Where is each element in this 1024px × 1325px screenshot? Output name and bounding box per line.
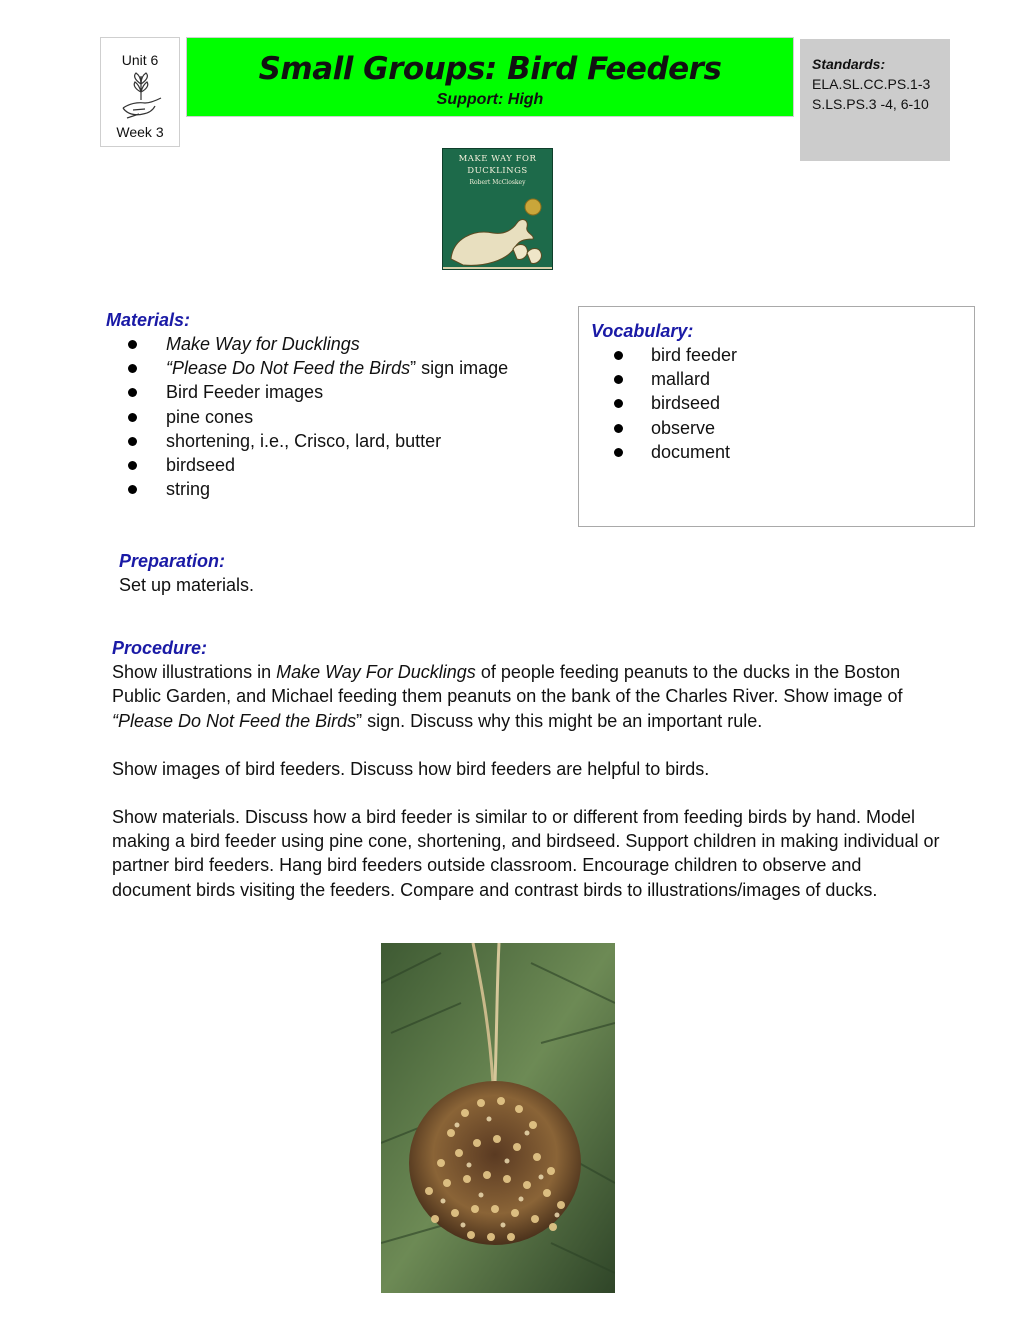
bullet-icon (128, 461, 137, 470)
material-text: ” sign image (410, 358, 509, 379)
procedure-heading: Procedure: (112, 638, 208, 658)
week-label: Week 3 (116, 124, 164, 140)
vocab-word: mallard (651, 369, 711, 390)
standards-heading: Standards: (812, 56, 886, 72)
standard-line: ELA.SL.CC.PS.1-3 (812, 76, 931, 92)
bullet-icon (614, 351, 623, 360)
bullet-icon (128, 388, 137, 397)
bullet-icon (128, 340, 137, 349)
procedure-text-italic: Make Way For Ducklings (276, 662, 476, 683)
book-title-line2: DUCKLINGS (467, 166, 528, 176)
bullet-icon (128, 364, 137, 373)
vocab-word: birdseed (651, 393, 721, 414)
preparation-heading: Preparation: (119, 551, 226, 571)
procedure-text: ” sign. Discuss why this might be an important rule. (356, 710, 763, 731)
bullet-icon (128, 485, 137, 494)
material-text: string (166, 479, 211, 500)
bullet-icon (614, 448, 623, 457)
preparation-text: Set up materials. (119, 575, 255, 595)
bullet-icon (614, 424, 623, 433)
support-level: Support: High (436, 91, 544, 108)
vocab-word: document (651, 441, 731, 462)
book-cover-author: Robert McCloskey (469, 179, 526, 186)
preparation-section (119, 549, 254, 597)
materials-section (106, 308, 508, 501)
vocab-word: observe (651, 417, 716, 438)
list-item (106, 380, 508, 404)
title-banner (186, 37, 794, 117)
bullet-icon (128, 437, 137, 446)
bullet-icon (128, 413, 137, 422)
procedure-text: Show illustrations in (112, 662, 277, 683)
material-text: Bird Feeder images (166, 382, 324, 403)
list-item (591, 391, 974, 415)
list-item (591, 416, 974, 440)
book-cover-image (442, 148, 553, 270)
list-item (106, 332, 508, 356)
vocabulary-box (578, 306, 975, 527)
procedure-text-italic: “Please Do Not Feed the Birds (112, 710, 357, 731)
list-item (106, 477, 508, 501)
ducks-illustration (443, 189, 553, 270)
page-title: Small Groups: Bird Feeders (258, 51, 722, 87)
unit-label: Unit 6 (121, 52, 159, 68)
unit-week-box (100, 37, 180, 147)
list-item (106, 429, 508, 453)
plant-hand-icon (119, 70, 163, 122)
procedure-paragraph: Show materials. Discuss how a bird feeder is similar to or different from feeding birds by hand. Model making a bird feeder using pine cone, shortening, and birdseed. Support children in making individual or partner bird feeders. Hang bird feeders outside classroom. Encourage children to observe and document birds visiting the feeders. Compare and contrast birds to illustrations/images of ducks. (112, 807, 940, 900)
list-item (106, 356, 508, 380)
pine-cone-feeder-illustration (381, 943, 615, 1293)
standard-line: S.LS.PS.3 -4, 6-10 (812, 96, 929, 112)
material-text-italic: “Please Do Not Feed the Birds (166, 358, 411, 379)
material-text: birdseed (166, 454, 236, 475)
procedure-text: of people feeding peanuts to the ducks in the Boston Public Garden, and Michael feeding them peanuts on the bank of the Charles River. Show image of (112, 662, 903, 707)
material-text: shortening, i.e., Crisco, lard, butter (166, 430, 442, 451)
book-cover-title (443, 153, 552, 177)
material-text: pine cones (166, 406, 254, 427)
procedure-section (112, 636, 942, 926)
list-item (106, 405, 508, 429)
vocabulary-list (591, 343, 974, 464)
material-text-italic: Make Way for Ducklings (166, 334, 360, 354)
vocab-word: bird feeder (651, 345, 738, 365)
standards-box (800, 39, 950, 161)
bullet-icon (614, 375, 623, 384)
list-item (591, 440, 974, 464)
list-item (591, 367, 974, 391)
materials-heading: Materials: (106, 310, 191, 330)
pine-cone-feeder-photo (381, 943, 615, 1293)
list-item (591, 343, 974, 367)
vocabulary-heading: Vocabulary: (591, 321, 694, 341)
book-title-line1: MAKE WAY FOR (458, 154, 537, 164)
bullet-icon (614, 399, 623, 408)
list-item (106, 453, 508, 477)
procedure-paragraph: Show images of bird feeders. Discuss how bird feeders are helpful to birds. (112, 758, 710, 779)
materials-list (106, 332, 508, 501)
procedure-paragraph (112, 660, 942, 733)
